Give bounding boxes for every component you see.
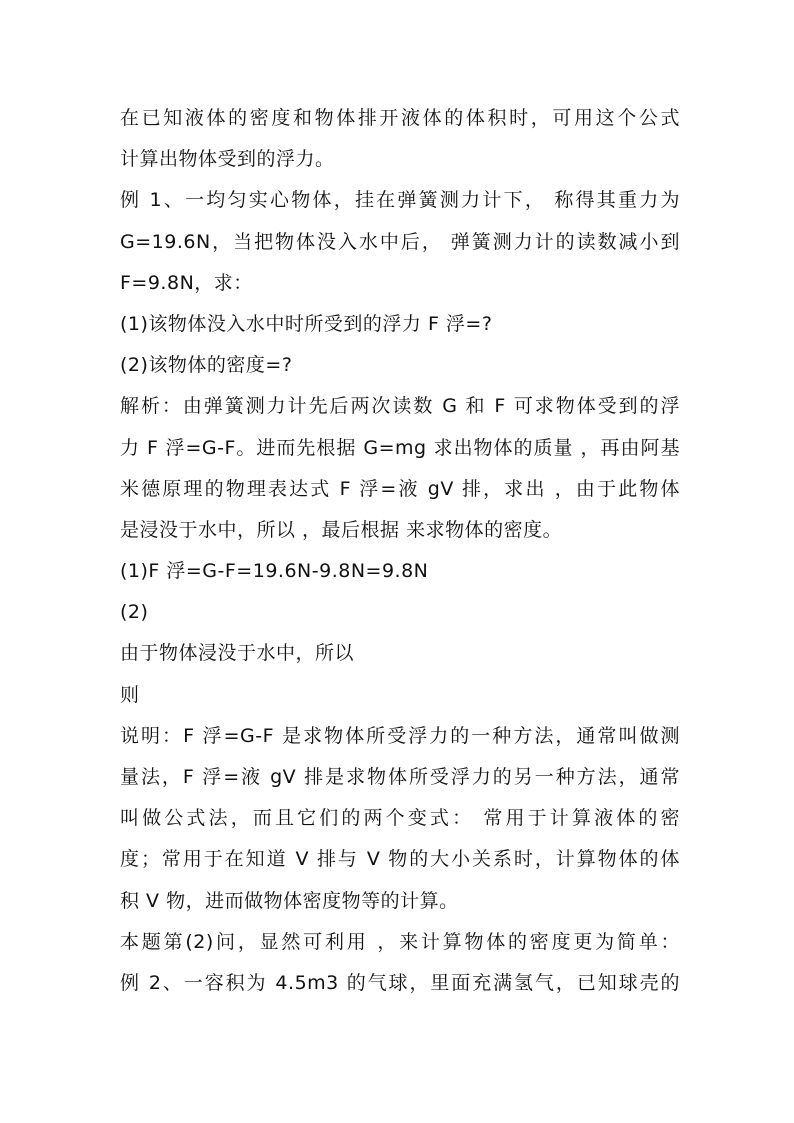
text-line: 解析：由弹簧测力计先后两次读数 G 和 F 可求物体受到的浮 [120, 395, 680, 418]
text-line: 说明：F 浮=G-F 是求物体所受浮力的一种方法，通常叫做测 [120, 724, 680, 747]
text-line: (1)该物体没入水中时所受到的浮力 F 浮=? [120, 312, 493, 335]
text-line: 叫做公式法，而且它们的两个变式： 常用于计算液体的密 [120, 807, 680, 830]
text-line: (2)该物体的密度=? [120, 354, 293, 377]
text-line: 力 F 浮=G-F。进而先根据 G=mg 求出物体的质量 ，再由阿基 [120, 436, 680, 459]
text-line: G=19.6N，当把物体没入水中后， 弹簧测力计的读数减小到 [120, 230, 680, 253]
text-line: 由于物体浸没于水中，所以 [120, 642, 355, 665]
text-line: F=9.8N，求： [120, 271, 253, 294]
text-line: 例 1、一均匀实心物体，挂在弹簧测力计下， 称得其重力为 [120, 189, 680, 212]
document-body [120, 98, 680, 1004]
text-line: 积 V 物，进而做物体密度物等的计算。 [120, 889, 459, 912]
text-line: 则 [120, 683, 140, 706]
text-line: 是浸没于水中，所以 ，最后根据 来求物体的密度。 [120, 518, 563, 541]
text-line: 本题第(2)问，显然可利用 ，来计算物体的密度更为简单： [120, 930, 680, 953]
text-line: 例 2、一容积为 4.5m3 的气球，里面充满氢气，已知球壳的 [120, 971, 680, 994]
text-line: (1)F 浮=G-F=19.6N-9.8N=9.8N [120, 560, 429, 583]
text-line: (2) [120, 601, 149, 624]
text-line: 在已知液体的密度和物体排开液体的体积时，可用这个公式 [120, 107, 680, 129]
text-line: 计算出物体受到的浮力。 [120, 148, 335, 171]
text-line: 度；常用于在知道 V 排与 V 物的大小关系时，计算物体的体 [120, 848, 680, 871]
text-line: 米德原理的物理表达式 F 浮=液 gV 排，求出 ，由于此物体 [120, 477, 680, 500]
text-line: 量法，F 浮=液 gV 排是求物体所受浮力的另一种方法，通常 [120, 766, 680, 788]
